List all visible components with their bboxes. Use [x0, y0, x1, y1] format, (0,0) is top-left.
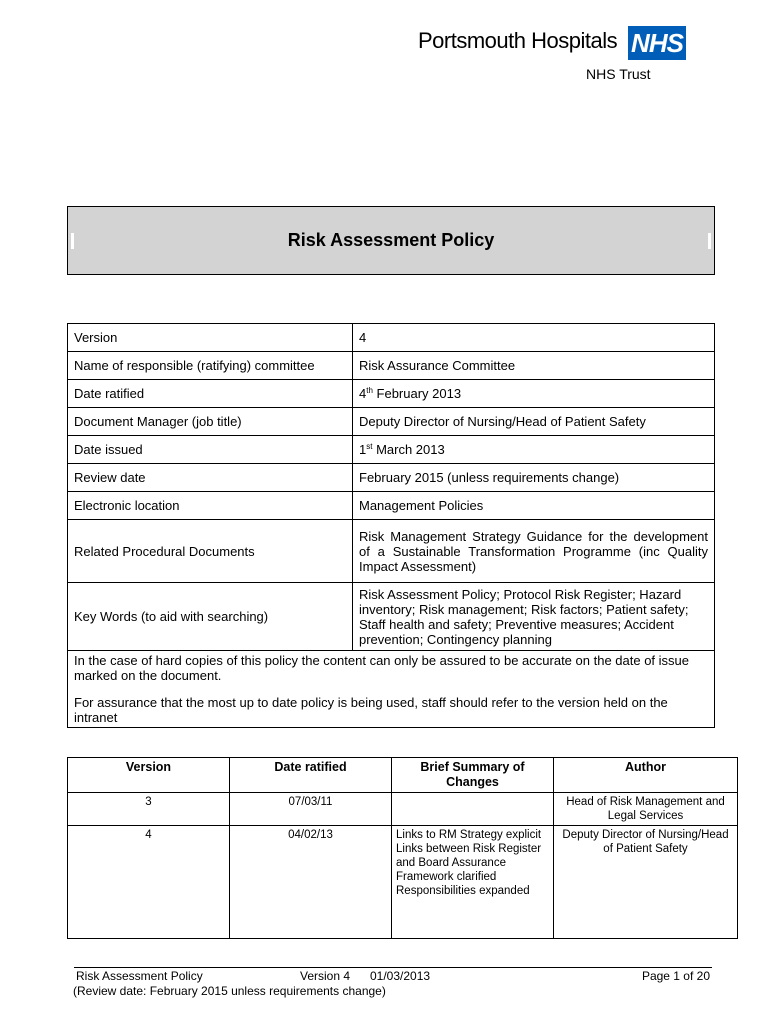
footer-date: 01/03/2013 — [370, 969, 431, 983]
note-paragraph: For assurance that the most up to date policy is being used, staff should refer to the version held on the intranet — [74, 695, 668, 725]
info-value: 4 — [353, 324, 715, 352]
table-row — [68, 408, 715, 436]
issued-suffix: st — [366, 442, 373, 451]
info-label: Related Procedural Documents — [68, 520, 353, 583]
footer-divider — [74, 967, 712, 968]
change-item: Links between Risk Register and Board Assurance Framework clarified — [396, 843, 542, 883]
footer-review-note: (Review date: February 2015 unless requirements change) — [73, 984, 386, 998]
info-label: Date issued — [68, 436, 353, 464]
history-changes — [392, 793, 554, 826]
table-row — [68, 380, 715, 408]
trust-logo — [418, 22, 698, 92]
table-row — [68, 826, 738, 939]
info-label: Name of responsible (ratifying) committee — [68, 352, 353, 380]
table-row — [68, 583, 715, 651]
table-header-row — [68, 758, 738, 793]
footer-title: Risk Assessment Policy — [76, 969, 203, 983]
note-paragraph: In the case of hard copies of this policy the content can only be assured to be accurate on the date of issue marked on the document. — [74, 653, 689, 683]
column-header: Version — [68, 758, 230, 793]
assurance-note — [68, 651, 715, 728]
ratified-suffix: th — [366, 386, 373, 395]
history-version: 4 — [68, 826, 230, 939]
info-label: Version — [68, 324, 353, 352]
footer-version: Version 4 — [300, 969, 351, 983]
change-item: Responsibilities expanded — [396, 885, 530, 897]
table-row — [68, 793, 738, 826]
table-row — [68, 464, 715, 492]
info-label: Key Words (to aid with searching) — [68, 583, 353, 651]
info-value: Deputy Director of Nursing/Head of Patient Safety — [353, 408, 715, 436]
history-version: 3 — [68, 793, 230, 826]
history-changes — [392, 826, 554, 939]
table-row — [68, 492, 715, 520]
history-author: Head of Risk Management and Legal Services — [554, 793, 738, 826]
info-label: Review date — [68, 464, 353, 492]
info-value: Risk Assurance Committee — [353, 352, 715, 380]
document-title: Risk Assessment Policy — [287, 230, 495, 250]
table-row — [68, 651, 715, 728]
title-box — [67, 206, 715, 275]
ratified-rest: February 2013 — [372, 386, 462, 401]
info-value: Risk Management Strategy Guidance for the development of a Sustainable Transformation Programme (inc Quality Impact Assessment) — [353, 520, 715, 583]
page-footer — [73, 969, 712, 998]
column-header: Brief Summary of Changes — [392, 758, 554, 793]
change-item: Links to RM Strategy explicit — [396, 829, 542, 841]
info-value: February 2015 (unless requirements change) — [353, 464, 715, 492]
title-right-marker — [708, 233, 711, 249]
column-header: Author — [554, 758, 738, 793]
info-value — [353, 436, 715, 464]
version-history-table — [67, 757, 738, 939]
table-row — [68, 324, 715, 352]
ratified-day: 4 — [359, 386, 367, 401]
table-row — [68, 352, 715, 380]
info-label: Electronic location — [68, 492, 353, 520]
policy-info-table — [67, 323, 715, 728]
table-row — [68, 520, 715, 583]
history-author: Deputy Director of Nursing/Head of Patient Safety — [554, 826, 738, 939]
logo-org-name: Portsmouth Hospitals — [418, 28, 618, 53]
nhs-badge: NHS — [628, 26, 686, 60]
column-header: Date ratified — [230, 758, 392, 793]
issued-rest: March 2013 — [372, 442, 445, 457]
info-label: Date ratified — [68, 380, 353, 408]
info-value — [353, 380, 715, 408]
history-date: 07/03/11 — [230, 793, 392, 826]
info-value: Management Policies — [353, 492, 715, 520]
table-row — [68, 436, 715, 464]
history-date: 04/02/13 — [230, 826, 392, 939]
info-value: Risk Assessment Policy; Protocol Risk Register; Hazard inventory; Risk management; Risk factors; Patient safety; Staff health and safety; Preventive measures; Accident prevention; Contingency planning — [353, 583, 715, 651]
issued-day: 1 — [359, 442, 367, 457]
info-label: Document Manager (job title) — [68, 408, 353, 436]
footer-page-number: Page 1 of 20 — [641, 969, 710, 983]
logo-org-sub: NHS Trust — [586, 66, 651, 82]
